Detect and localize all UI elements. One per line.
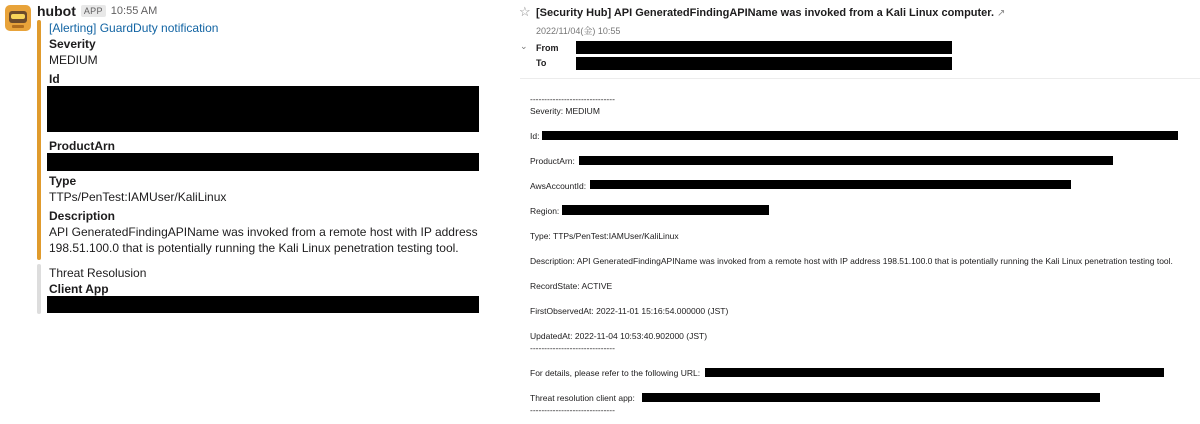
- message-header: [37, 2, 157, 20]
- star-icon[interactable]: ☆: [519, 4, 531, 19]
- id-redacted: [47, 86, 479, 132]
- severity-value: MEDIUM: [49, 53, 98, 67]
- external-link-icon[interactable]: ↗: [997, 8, 1006, 19]
- message-timestamp[interactable]: 10:55 AM: [110, 5, 158, 17]
- body-id-redacted: [542, 131, 1178, 140]
- avatar-visor: [11, 14, 25, 19]
- email-header-divider: [520, 78, 1200, 79]
- severity-label: Severity: [49, 37, 96, 51]
- hubot-avatar[interactable]: [5, 5, 31, 31]
- body-threat-app-label: Threat resolution client app:: [530, 393, 635, 403]
- body-aws-account-label: AwsAccountId:: [530, 181, 587, 191]
- body-details-label: For details, please refer to the following URL:: [530, 368, 701, 378]
- body-description: Description: API GeneratedFindingAPIName was invoked from a remote host with IP address 198.51.100.0 that is potentially running the Kali Linux penetration testing tool.: [530, 256, 1173, 266]
- client-app-redacted: [47, 296, 479, 313]
- product-arn-label: ProductArn: [49, 139, 115, 153]
- type-value: TTPs/PenTest:IAMUser/KaliLinux: [49, 190, 227, 204]
- type-label: Type: [49, 174, 77, 188]
- separator-bottom: ------------------------------: [530, 405, 615, 415]
- body-record-state: RecordState: ACTIVE: [530, 281, 613, 291]
- threat-resolution-title: Threat Resolusion: [49, 266, 147, 280]
- product-arn-redacted: [47, 153, 479, 171]
- id-label: Id: [49, 72, 60, 86]
- to-label: To: [536, 58, 547, 68]
- sender-name[interactable]: hubot: [37, 3, 76, 19]
- body-region-label: Region:: [530, 206, 560, 216]
- from-redacted: [576, 41, 952, 54]
- body-region-redacted: [562, 205, 769, 215]
- body-product-arn-label: ProductArn:: [530, 156, 575, 166]
- slack-message: [0, 0, 500, 424]
- to-redacted: [576, 57, 952, 70]
- from-label: From: [536, 43, 559, 53]
- body-aws-account-redacted: [590, 180, 1071, 189]
- email-subject-text: [Security Hub] API GeneratedFindingAPIName was invoked from a Kali Linux computer.: [536, 7, 995, 19]
- description-line-2: 198.51.100.0 that is potentially running the Kali Linux penetration testing tool.: [49, 241, 459, 255]
- attachment-title-link[interactable]: [Alerting] GuardDuty notification: [49, 21, 219, 35]
- description-line-1: API GeneratedFindingAPIName was invoked from a remote host with IP address: [49, 225, 478, 239]
- separator-top: ------------------------------: [530, 94, 615, 104]
- email-date: 2022/11/04(金) 10:55: [536, 26, 621, 36]
- chevron-down-icon[interactable]: ⌄: [520, 41, 528, 51]
- description-label: Description: [49, 209, 116, 223]
- body-updated: UpdatedAt: 2022-11-04 10:53:40.902000 (JST): [530, 331, 708, 341]
- body-first-observed: FirstObservedAt: 2022-11-01 15:16:54.000000 (JST): [530, 306, 729, 316]
- separator-middle: ------------------------------: [530, 343, 615, 353]
- attachment-color-bar: [37, 20, 41, 260]
- email-subject: [536, 7, 1005, 20]
- body-id-label: Id:: [530, 131, 540, 141]
- body-type: Type: TTPs/PenTest:IAMUser/KaliLinux: [530, 231, 679, 241]
- body-product-arn-redacted: [579, 156, 1113, 165]
- body-severity: Severity: MEDIUM: [530, 106, 600, 116]
- client-app-label: Client App: [49, 282, 109, 296]
- secondary-attachment-bar: [37, 264, 41, 314]
- body-threat-app-redacted: [642, 393, 1100, 402]
- avatar-chin: [12, 25, 24, 28]
- app-badge: APP: [81, 5, 106, 17]
- body-details-url-redacted[interactable]: [705, 368, 1164, 377]
